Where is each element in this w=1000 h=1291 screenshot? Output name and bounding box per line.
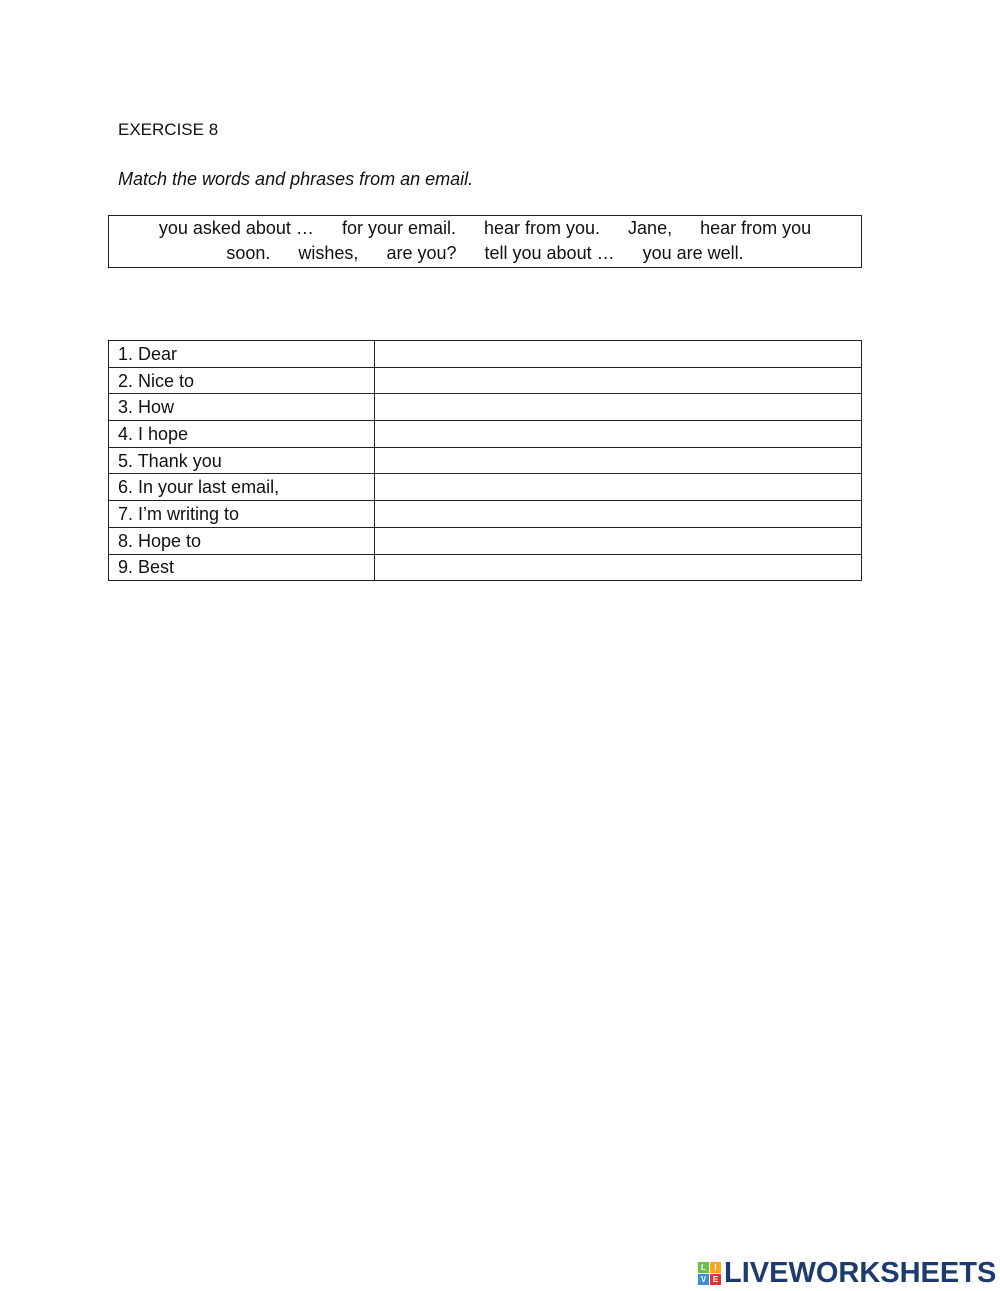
logo-letter-square: V [698,1274,709,1285]
answer-cell[interactable] [375,341,862,368]
word-bank [108,215,862,268]
answer-cell[interactable] [375,447,862,474]
word-bank-item: wishes, [298,243,359,263]
word-bank-item: are you? [386,243,457,263]
instruction: Match the words and phrases from an email. [118,169,474,189]
prompt-cell: 6. In your last email, [109,474,375,501]
answer-cell[interactable] [375,527,862,554]
table-row [109,527,862,554]
prompt-cell: 7. I’m writing to [109,501,375,528]
answer-cell[interactable] [375,421,862,448]
table-row [109,554,862,581]
prompt-cell: 8. Hope to [109,527,375,554]
word-bank-line-1 [109,216,861,241]
logo-icon [698,1262,721,1285]
table-row [109,501,862,528]
table-row [109,447,862,474]
logo-text: LIVEWORKSHEETS [724,1257,997,1289]
word-bank-item: you are well. [642,243,744,263]
answer-cell[interactable] [375,554,862,581]
word-bank-line-2 [109,241,861,266]
prompt-cell: 1. Dear [109,341,375,368]
matching-table [108,340,862,581]
table-row [109,474,862,501]
word-bank-item: hear from you [700,218,812,238]
answer-cell[interactable] [375,501,862,528]
logo-letter-square: I [710,1262,721,1273]
liveworksheets-logo [698,1257,996,1290]
answer-cell[interactable] [375,474,862,501]
word-bank-item: you asked about … [158,218,314,238]
logo-letter-square: L [698,1262,709,1273]
answer-cell[interactable] [375,394,862,421]
word-bank-item: hear from you. [483,218,601,238]
word-bank-item: soon. [226,243,271,263]
answer-cell[interactable] [375,367,862,394]
word-bank-item: for your email. [341,218,456,238]
prompt-cell: 4. I hope [109,421,375,448]
prompt-cell: 2. Nice to [109,367,375,394]
word-bank-item: tell you about … [484,243,615,263]
prompt-cell: 9. Best [109,554,375,581]
table-row [109,421,862,448]
prompt-cell: 3. How [109,394,375,421]
table-row [109,367,862,394]
word-bank-item: Jane, [628,218,673,238]
table-row [109,394,862,421]
exercise-title: EXERCISE 8 [118,120,219,139]
prompt-cell: 5. Thank you [109,447,375,474]
logo-letter-square: E [710,1274,721,1285]
table-row [109,341,862,368]
